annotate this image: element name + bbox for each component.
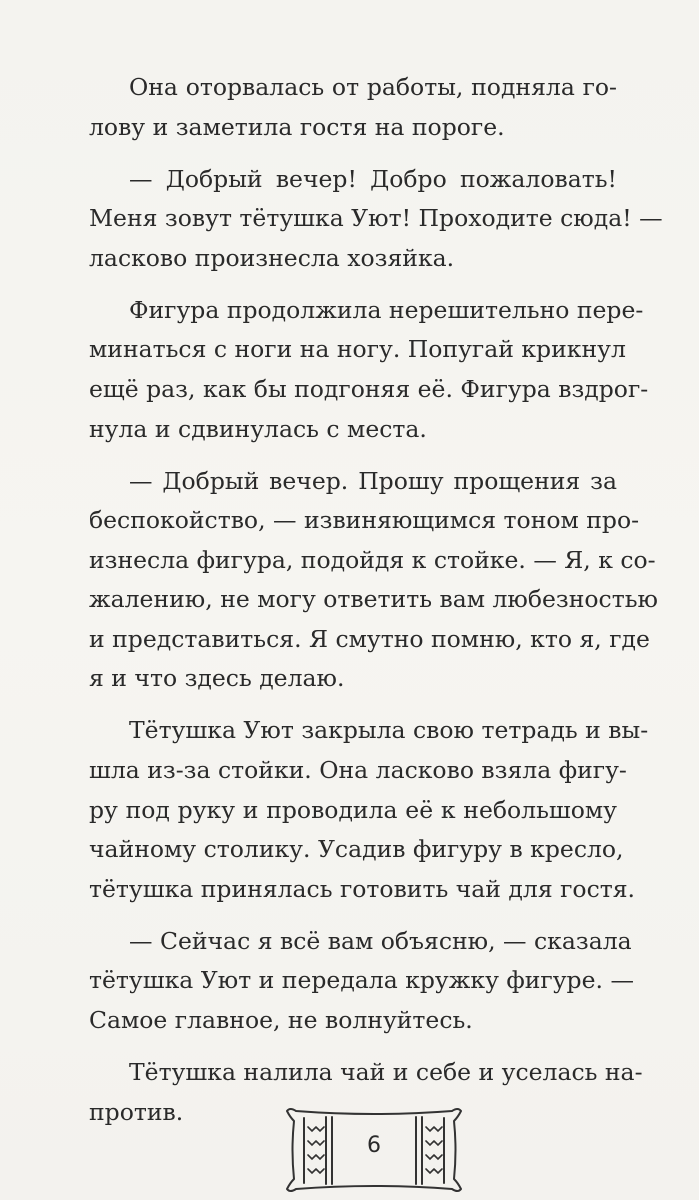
text-line: Фигура продолжила нерешительно пере- — [129, 295, 644, 324]
text-line: нула и сдвинулась с места. — [89, 414, 427, 443]
paragraph — [89, 711, 649, 909]
text-line: — Добрый вечер! Добро пожаловать! — [129, 164, 617, 193]
paragraph — [89, 68, 617, 147]
text-line: шла из-за стойки. Она ласково взяла фигу- — [89, 756, 627, 785]
text-line: тётушка принялась готовить чай для гостя. — [89, 874, 636, 903]
text-line: Тётушка налила чай и себе и уселась на- — [129, 1058, 643, 1086]
text-line: ласково произнесла хозяйка. — [89, 243, 455, 272]
paragraph — [89, 922, 634, 1041]
text-line: Меня зовут тётушка Уют! Проходите сюда! — — [89, 204, 663, 233]
text-line: чайному столику. Усадив фигуру в кресло, — [89, 835, 624, 864]
paragraph — [89, 160, 663, 279]
text-line: я и что здесь делаю. — [89, 664, 345, 693]
body-text — [89, 68, 663, 1132]
text-line: Она оторвалась от работы, подняла го- — [129, 73, 617, 101]
text-line: Самое главное, не волнуйтесь. — [89, 1006, 473, 1035]
text-line: минаться с ноги на ногу. Попугай крикнул — [89, 335, 626, 364]
text-line: изнесла фигура, подойдя к стойке. — Я, к со- — [89, 545, 656, 574]
text-line: против. — [89, 1097, 184, 1126]
text-line: беспокойство, — извиняющимся тоном про- — [89, 506, 640, 535]
text-line: ру под руку и проводила её к небольшому — [89, 795, 617, 824]
text-line: и представиться. Я смутно помню, кто я, где — [89, 624, 650, 653]
page-number: 6 — [367, 1133, 381, 1158]
text-line: жалению, не могу ответить вам любезностью — [89, 585, 658, 614]
text-line: тётушка Уют и передала кружку фигуре. — — [89, 966, 634, 995]
text-line: Тётушка Уют закрыла свою тетрадь и вы- — [129, 716, 649, 745]
page-footer — [282, 1103, 466, 1197]
text-line: лову и заметила гостя на пороге. — [89, 112, 505, 141]
text-line: ещё раз, как бы подгоняя её. Фигура вздрог- — [89, 374, 649, 403]
cushion-ornament-icon — [282, 1103, 466, 1197]
text-line: — Добрый вечер. Прошу прощения за — [129, 466, 617, 495]
paragraph — [89, 462, 658, 700]
text-line: — Сейчас я всё вам объясню, — сказала — [129, 926, 632, 955]
paragraph — [89, 291, 649, 449]
